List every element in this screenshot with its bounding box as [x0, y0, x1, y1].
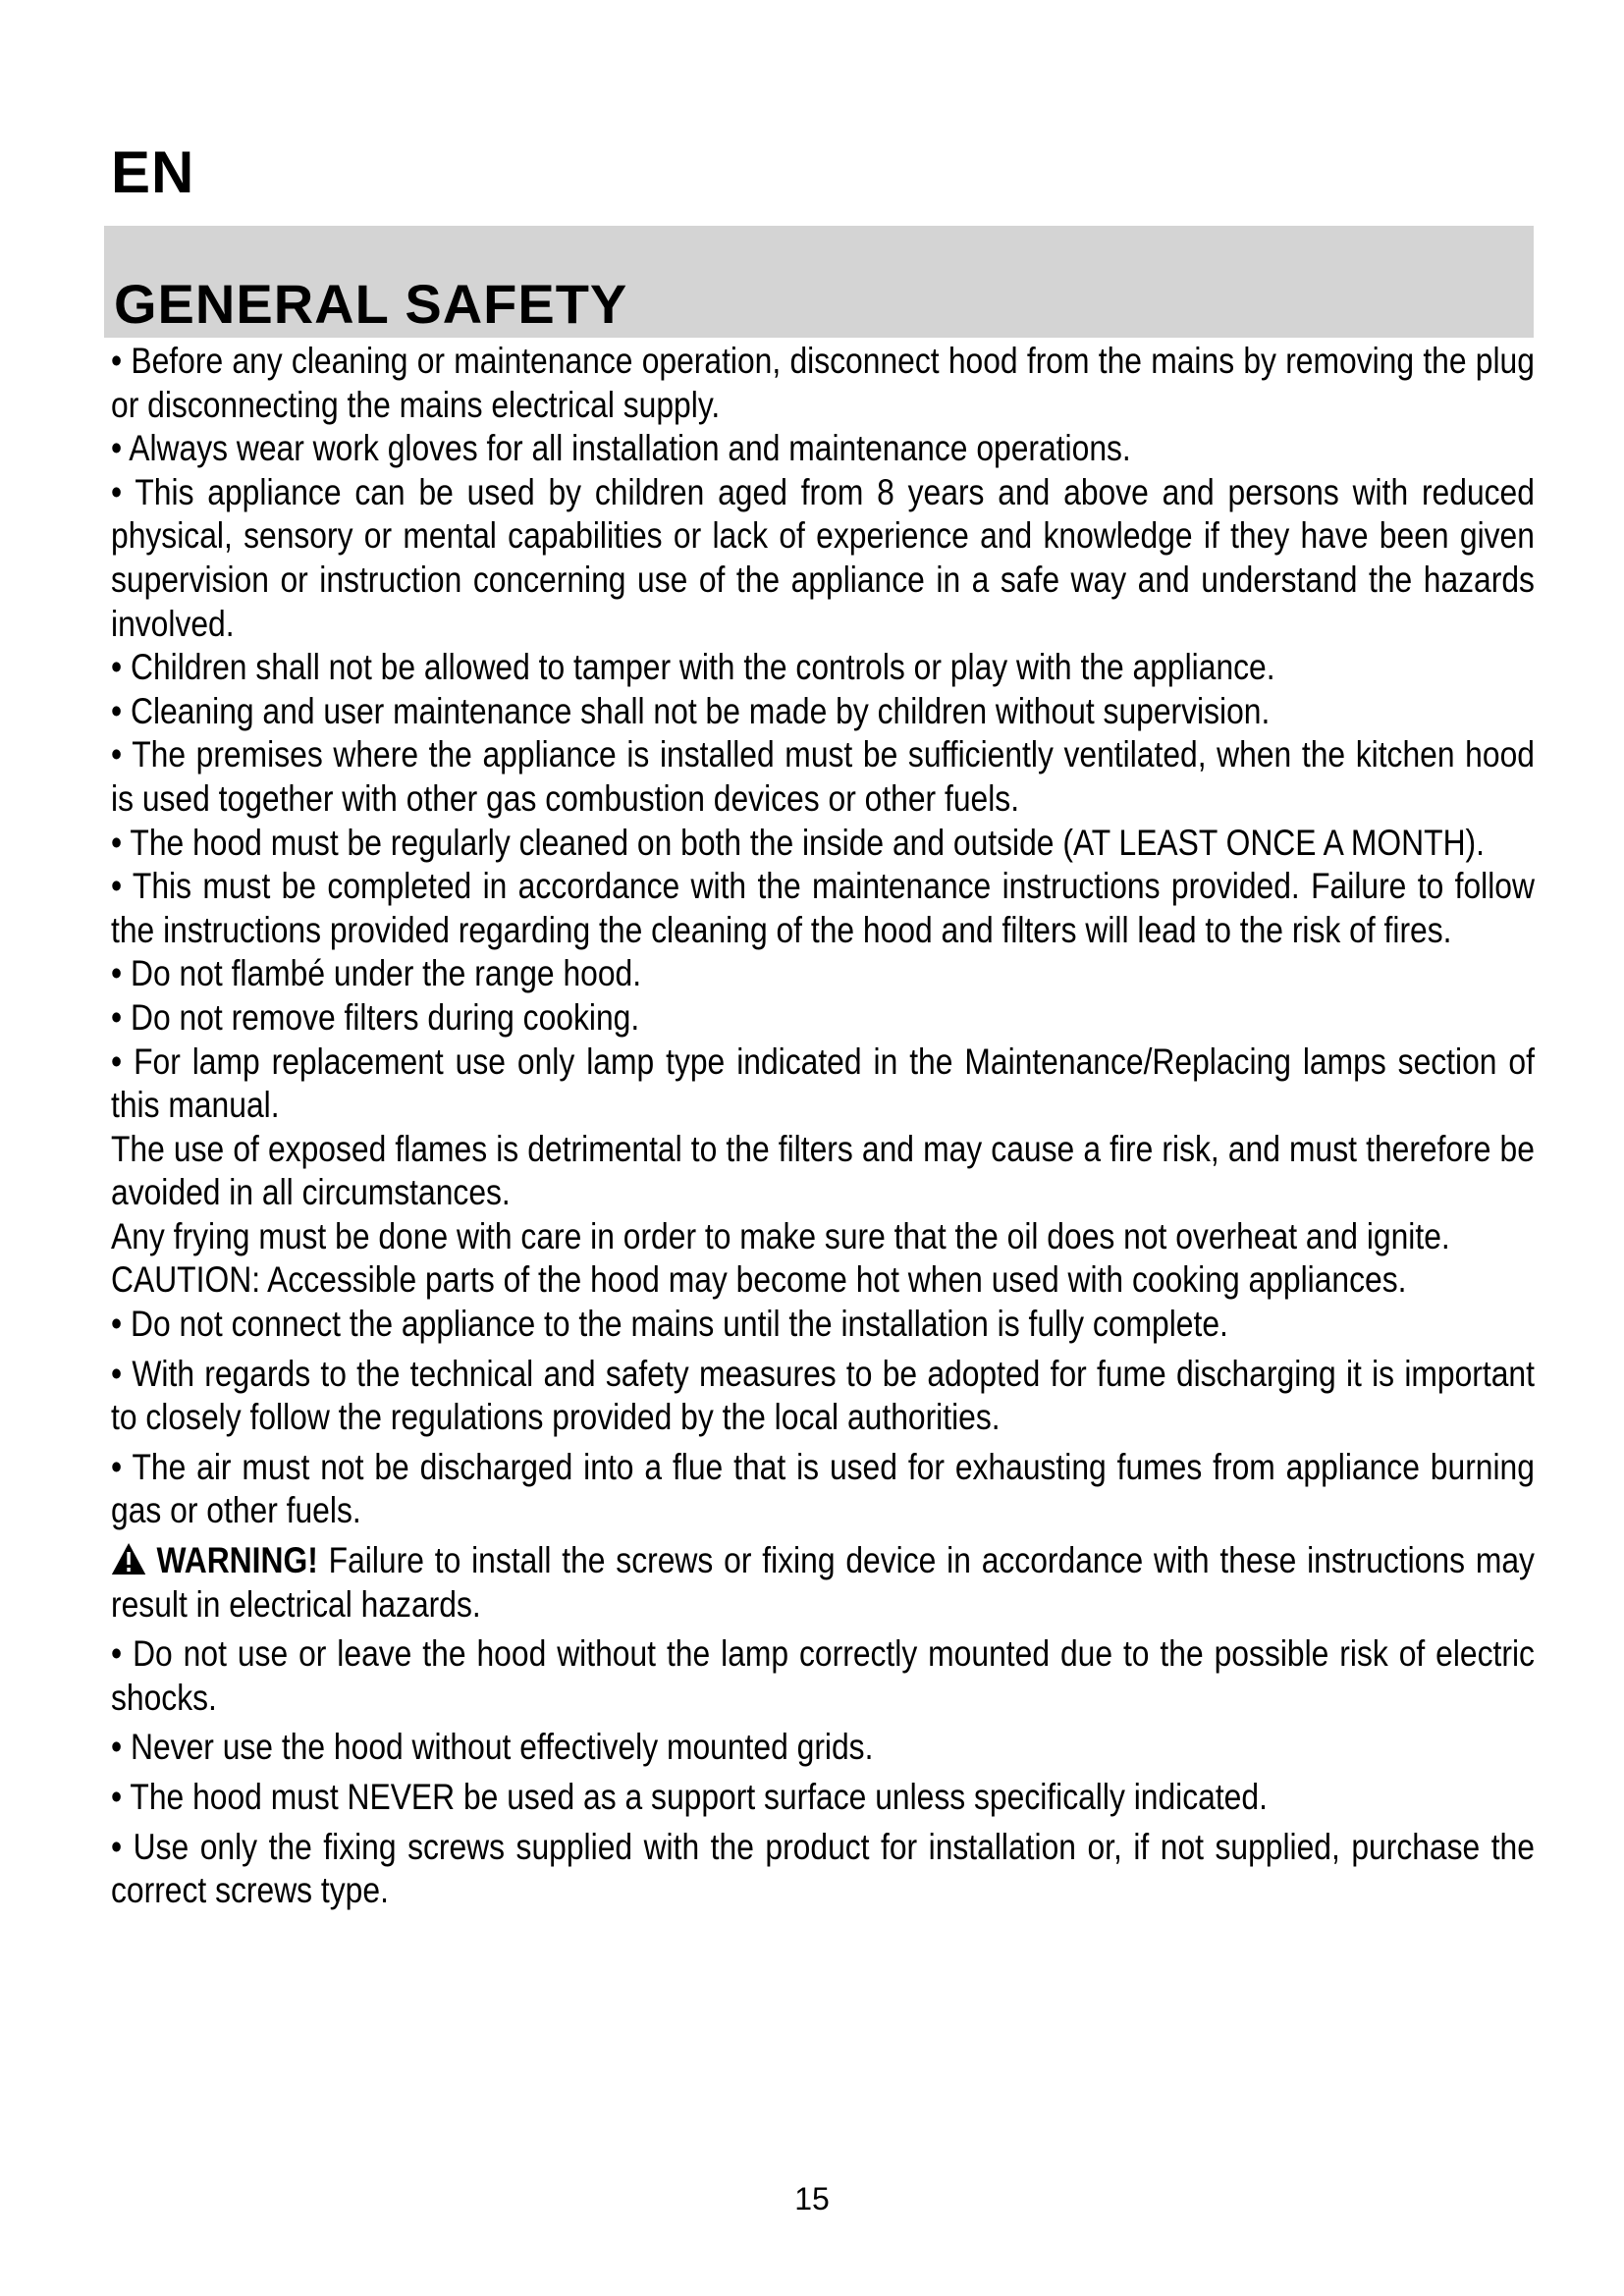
warning-label: WARNING!	[156, 1540, 318, 1581]
safety-text-body	[111, 340, 1535, 1913]
section-header-bar	[104, 226, 1534, 338]
paragraph-caution-hot-parts: CAUTION: Accessible parts of the hood may become hot when used with cooking appliances.	[111, 1259, 1407, 1301]
paragraph-filters-cooking: • Do not remove filters during cooking.	[111, 996, 640, 1038]
paragraph-regular-cleaning: • The hood must be regularly cleaned on both the inside and outside (AT LEAST ONCE A MONTH).	[111, 822, 1486, 863]
paragraph-connect-mains: • Do not connect the appliance to the mains until the installation is fully complete.	[111, 1304, 1228, 1345]
paragraph-children-supervision: • This appliance can be used by children aged from 8 years and above and persons with reduced physical, sensory or mental capabilities or lack of experience and knowledge if they have been given supervision or instruction concerning use of the appliance in a safe way and understand the hazards involved.	[111, 471, 1535, 644]
language-code: EN	[111, 139, 195, 205]
paragraph-lamp-replacement: • For lamp replacement use only lamp type indicated in the Maintenance/Replacing lamps section of this manual.	[111, 1041, 1535, 1126]
paragraph-frying: Any frying must be done with care in order to make sure that the oil does not overheat and ignite.	[111, 1215, 1450, 1256]
paragraph-support-surface: • The hood must NEVER be used as a support surface unless specifically indicated.	[111, 1777, 1268, 1817]
paragraph-grids: • Never use the hood without effectively mounted grids.	[111, 1727, 874, 1768]
page-number: 15	[794, 2181, 830, 2216]
warning-paragraph	[111, 1539, 1535, 1627]
paragraph-exposed-flames: The use of exposed flames is detrimental to the filters and may cause a fire risk, and must therefore be avoided in all circumstances.	[111, 1128, 1535, 1213]
paragraph-ventilation: • The premises where the appliance is installed must be sufficiently ventilated, when the kitchen hood is used together with other gas combustion devices or other fuels.	[111, 734, 1535, 819]
paragraph-children-cleaning: • Cleaning and user maintenance shall not be made by children without supervision.	[111, 690, 1271, 731]
paragraph-no-flambe: • Do not flambé under the range hood.	[111, 953, 642, 994]
paragraph-disconnect-before-cleaning: • Before any cleaning or maintenance operation, disconnect hood from the mains by removing the plug or disconnecting the mains electrical supply.	[111, 341, 1535, 425]
paragraph-fume-regulations: • With regards to the technical and safety measures to be adopted for fume discharging it is important to closely follow the regulations provided by the local authorities.	[111, 1353, 1535, 1438]
paragraph-maintenance-instructions: • This must be completed in accordance with the maintenance instructions provided. Failure to follow the instructions provided regarding the cleaning of the hood and filters will lead to the risk of fires.	[111, 866, 1535, 950]
paragraph-air-discharge: • The air must not be discharged into a flue that is used for exhausting fumes from appliance burning gas or other fuels.	[111, 1446, 1535, 1531]
paragraph-lamp-mounted: • Do not use or leave the hood without the lamp correctly mounted due to the possible risk of electric shocks.	[111, 1633, 1535, 1718]
paragraph-work-gloves: • Always wear work gloves for all installation and maintenance operations.	[111, 428, 1131, 469]
warning-text: Failure to install the screws or fixing device in accordance with these instructions may result in electrical hazards.	[111, 1540, 1535, 1625]
section-title: GENERAL SAFETY	[114, 273, 628, 335]
paragraph-children-tamper: • Children shall not be allowed to tamper with the controls or play with the appliance.	[111, 647, 1275, 688]
warning-triangle-icon	[111, 1542, 146, 1575]
paragraph-fixing-screws: • Use only the fixing screws supplied with the product for installation or, if not supplied, purchase the correct screws type.	[111, 1826, 1535, 1911]
